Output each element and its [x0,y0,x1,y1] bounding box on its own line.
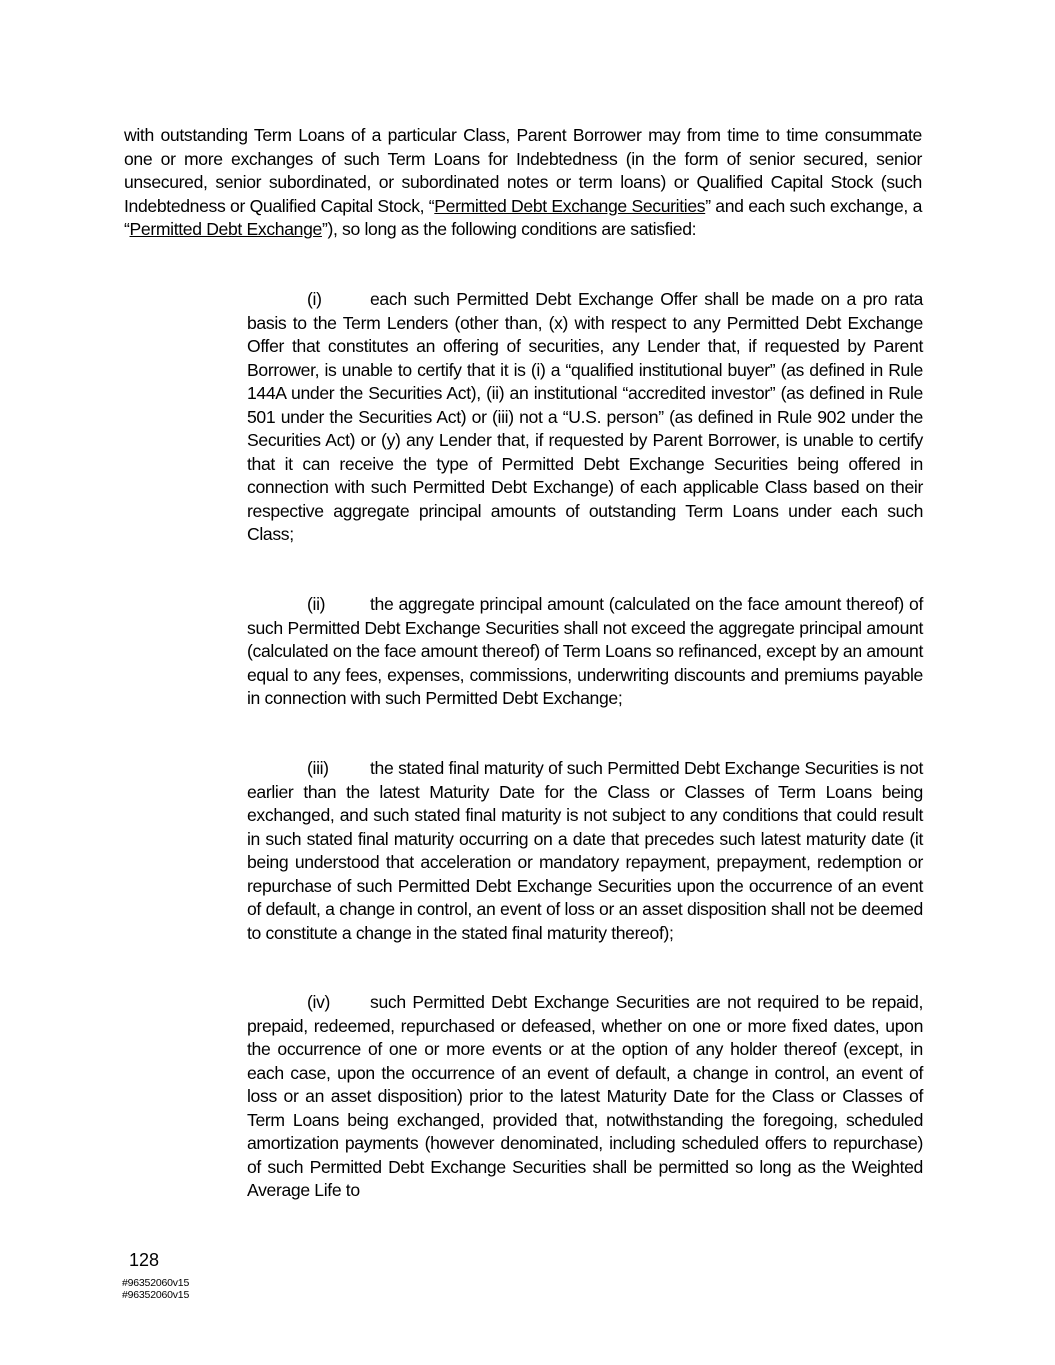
clause-number: (iv) [307,992,331,1012]
clause-number: (i) [307,289,322,309]
clause-text: the aggregate principal amount (calculated on the face amount thereof) of such Permitted Debt Exchange Securities shall not exceed the aggregate principal amount (calculated on the face amount thereof) of Term Loans so refinanced, except by an amount equal to any fees, expenses, commissions, underwriting discounts and premiums payable in connection with such Permitted Debt Exchange; [247,594,923,708]
intro-paragraph [124,124,922,242]
clause-i [247,288,923,547]
intro-text-middle: ” and each such exchange, a “ [124,195,922,239]
document-id: #96352060v15 [122,1277,190,1289]
clause-iii [247,757,923,945]
defined-term-permitted-debt-exchange-securities: Permitted Debt Exchange Securities [434,195,706,216]
clause-number: (ii) [307,594,326,614]
page-number: 128 [129,1250,160,1270]
clause-text: each such Permitted Debt Exchange Offer shall be made on a pro rata basis to the Term Lenders (other than, (x) with respect to any Permitted Debt Exchange Offer that constitutes an offering of securities, any Lender that, if requested by Parent Borrower, is unable to certify that it is (i) a “qualified institutional buyer” (as defined in Rule 144A under the Securities Act), (ii) an institutional “accredited investor” (as defined in Rule 501 under the Securities Act) or (iii) not a “U.S. person” (as defined in Rule 902 under the Securities Act) or (y) any Lender that, if requested by Parent Borrower, is unable to certify that it can receive the type of Permitted Debt Exchange Securities being offered in connection with such Permitted Debt Exchange) of each applicable Class based on their respective aggregate principal amounts of outstanding Term Loans under each such Class; [247,289,923,544]
intro-text-before: with outstanding Term Loans of a particular Class, Parent Borrower may from time to time consummate one or more exchanges of such Term Loans for Indebtedness (in the form of senior secured, senior unsecured, senior subordinated, or subordinated notes or term loans) or Qualified Capital Stock (such Indebtedness or Qualified Capital Stock, “ [124,125,922,216]
clause-iv [247,991,923,1203]
defined-term-permitted-debt-exchange: Permitted Debt Exchange [129,219,322,239]
clause-text: such Permitted Debt Exchange Securities are not required to be repaid, prepaid, redeemed, repurchased or defeased, whether on one or more fixed dates, upon the occurrence of one or more events or at the option of any holder thereof (except, in each case, upon the occurrence of an event of default, a change in control, an event of loss or an asset disposition) prior to the latest Maturity Date for the Class or Classes of Term Loans being exchanged, provided that, notwithstanding the foregoing, scheduled amortization payments (however denominated, including scheduled offers to repurchase) of such Permitted Debt Exchange Securities shall be permitted so long as the Weighted Average Life to [247,992,923,1200]
document-id: #96352060v15 [122,1289,190,1301]
clause-number: (iii) [307,758,329,778]
clause-text: the stated final maturity of such Permitted Debt Exchange Securities is not earlier than the latest Maturity Date for the Class or Classes of Term Loans being exchanged, and such stated final maturity is not subject to any conditions that could result in such stated final maturity occurring on a date that precedes such latest maturity date (it being understood that acceleration or mandatory repayment, prepayment, redemption or repurchase of such Permitted Debt Exchange Securities upon the occurrence of an event of default, a change in control, an event of loss or an asset disposition shall not be deemed to constitute a change in the stated final maturity thereof); [247,758,923,943]
intro-text-after: ”), so long as the following conditions are satisfied: [321,219,697,239]
clause-ii [247,593,923,711]
